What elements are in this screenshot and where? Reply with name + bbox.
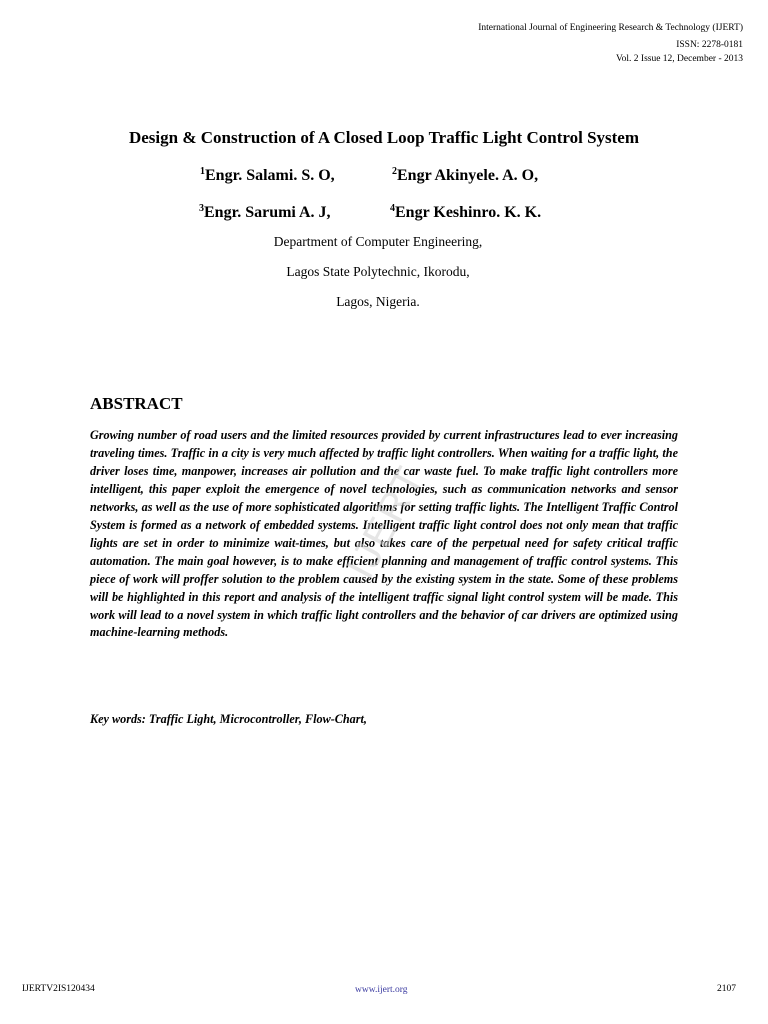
author-3-name: Engr. Sarumi A. J, bbox=[204, 204, 331, 221]
keywords: Key words: Traffic Light, Microcontroller, Flow-Chart, bbox=[90, 712, 367, 726]
paper-title: Design & Construction of A Closed Loop Traffic Light Control System bbox=[128, 128, 640, 147]
website-link[interactable]: www.ijert.org bbox=[355, 985, 408, 995]
affiliation-location: Lagos, Nigeria. bbox=[336, 294, 420, 309]
page-number: 2107 bbox=[717, 984, 736, 994]
paper-id: IJERTV2IS120434 bbox=[22, 984, 95, 994]
affiliation-department: Department of Computer Engineering, bbox=[273, 234, 483, 249]
journal-name: International Journal of Engineering Research & Technology (IJERT) bbox=[478, 23, 743, 33]
abstract-heading: ABSTRACT bbox=[90, 394, 183, 413]
issn: ISSN: 2278-0181 bbox=[676, 40, 743, 50]
author-3 bbox=[199, 199, 331, 223]
author-1-index: 1 bbox=[200, 166, 205, 177]
abstract-text: Growing number of road users and the limited resources provided by current infrastructures lead to ever increasing traveling times. Traffic in a city is very much affected by traffic light controllers. When waiting for a traffic light, the driver loses time, manpower, increases air pollution and the car waste fuel. To make traffic light controllers more intelligent, this paper exploit the emergence of novel technologies, such as communication networks and sensor networks, as well as the use of more sophisticated algorithms for setting traffic lights. The Intelligent Traffic Control System is formed as a network of embedded systems. Intelligent traffic light control does not only mean that traffic lights are set in order to minimize wait-times, but also takes care of the perpetual need for safety critical traffic automation. The main goal however, is to make efficient planning and management of traffic control systems. This piece of work will proffer solution to the problem caused by the existing system in the state. Some of these problems will be highlighted in this report and analysis of the intelligent traffic signal light control system will be made. This work will lead to a novel system in which traffic light controllers and the behavior of car drivers are optimized using machine-learning methods. bbox=[90, 428, 678, 640]
affiliation-institution: Lagos State Polytechnic, Ikorodu, bbox=[286, 264, 470, 279]
author-4-name: Engr Keshinro. K. K. bbox=[395, 204, 542, 221]
author-1 bbox=[200, 162, 335, 186]
author-4 bbox=[390, 199, 541, 223]
author-3-index: 3 bbox=[199, 203, 204, 214]
author-1-name: Engr. Salami. S. O, bbox=[205, 167, 335, 184]
author-2-index: 2 bbox=[392, 166, 397, 177]
author-4-index: 4 bbox=[390, 203, 395, 214]
volume-issue: Vol. 2 Issue 12, December - 2013 bbox=[616, 54, 743, 64]
author-2 bbox=[392, 162, 538, 186]
author-2-name: Engr Akinyele. A. O, bbox=[397, 167, 539, 184]
watermark: IJERT bbox=[338, 458, 434, 586]
